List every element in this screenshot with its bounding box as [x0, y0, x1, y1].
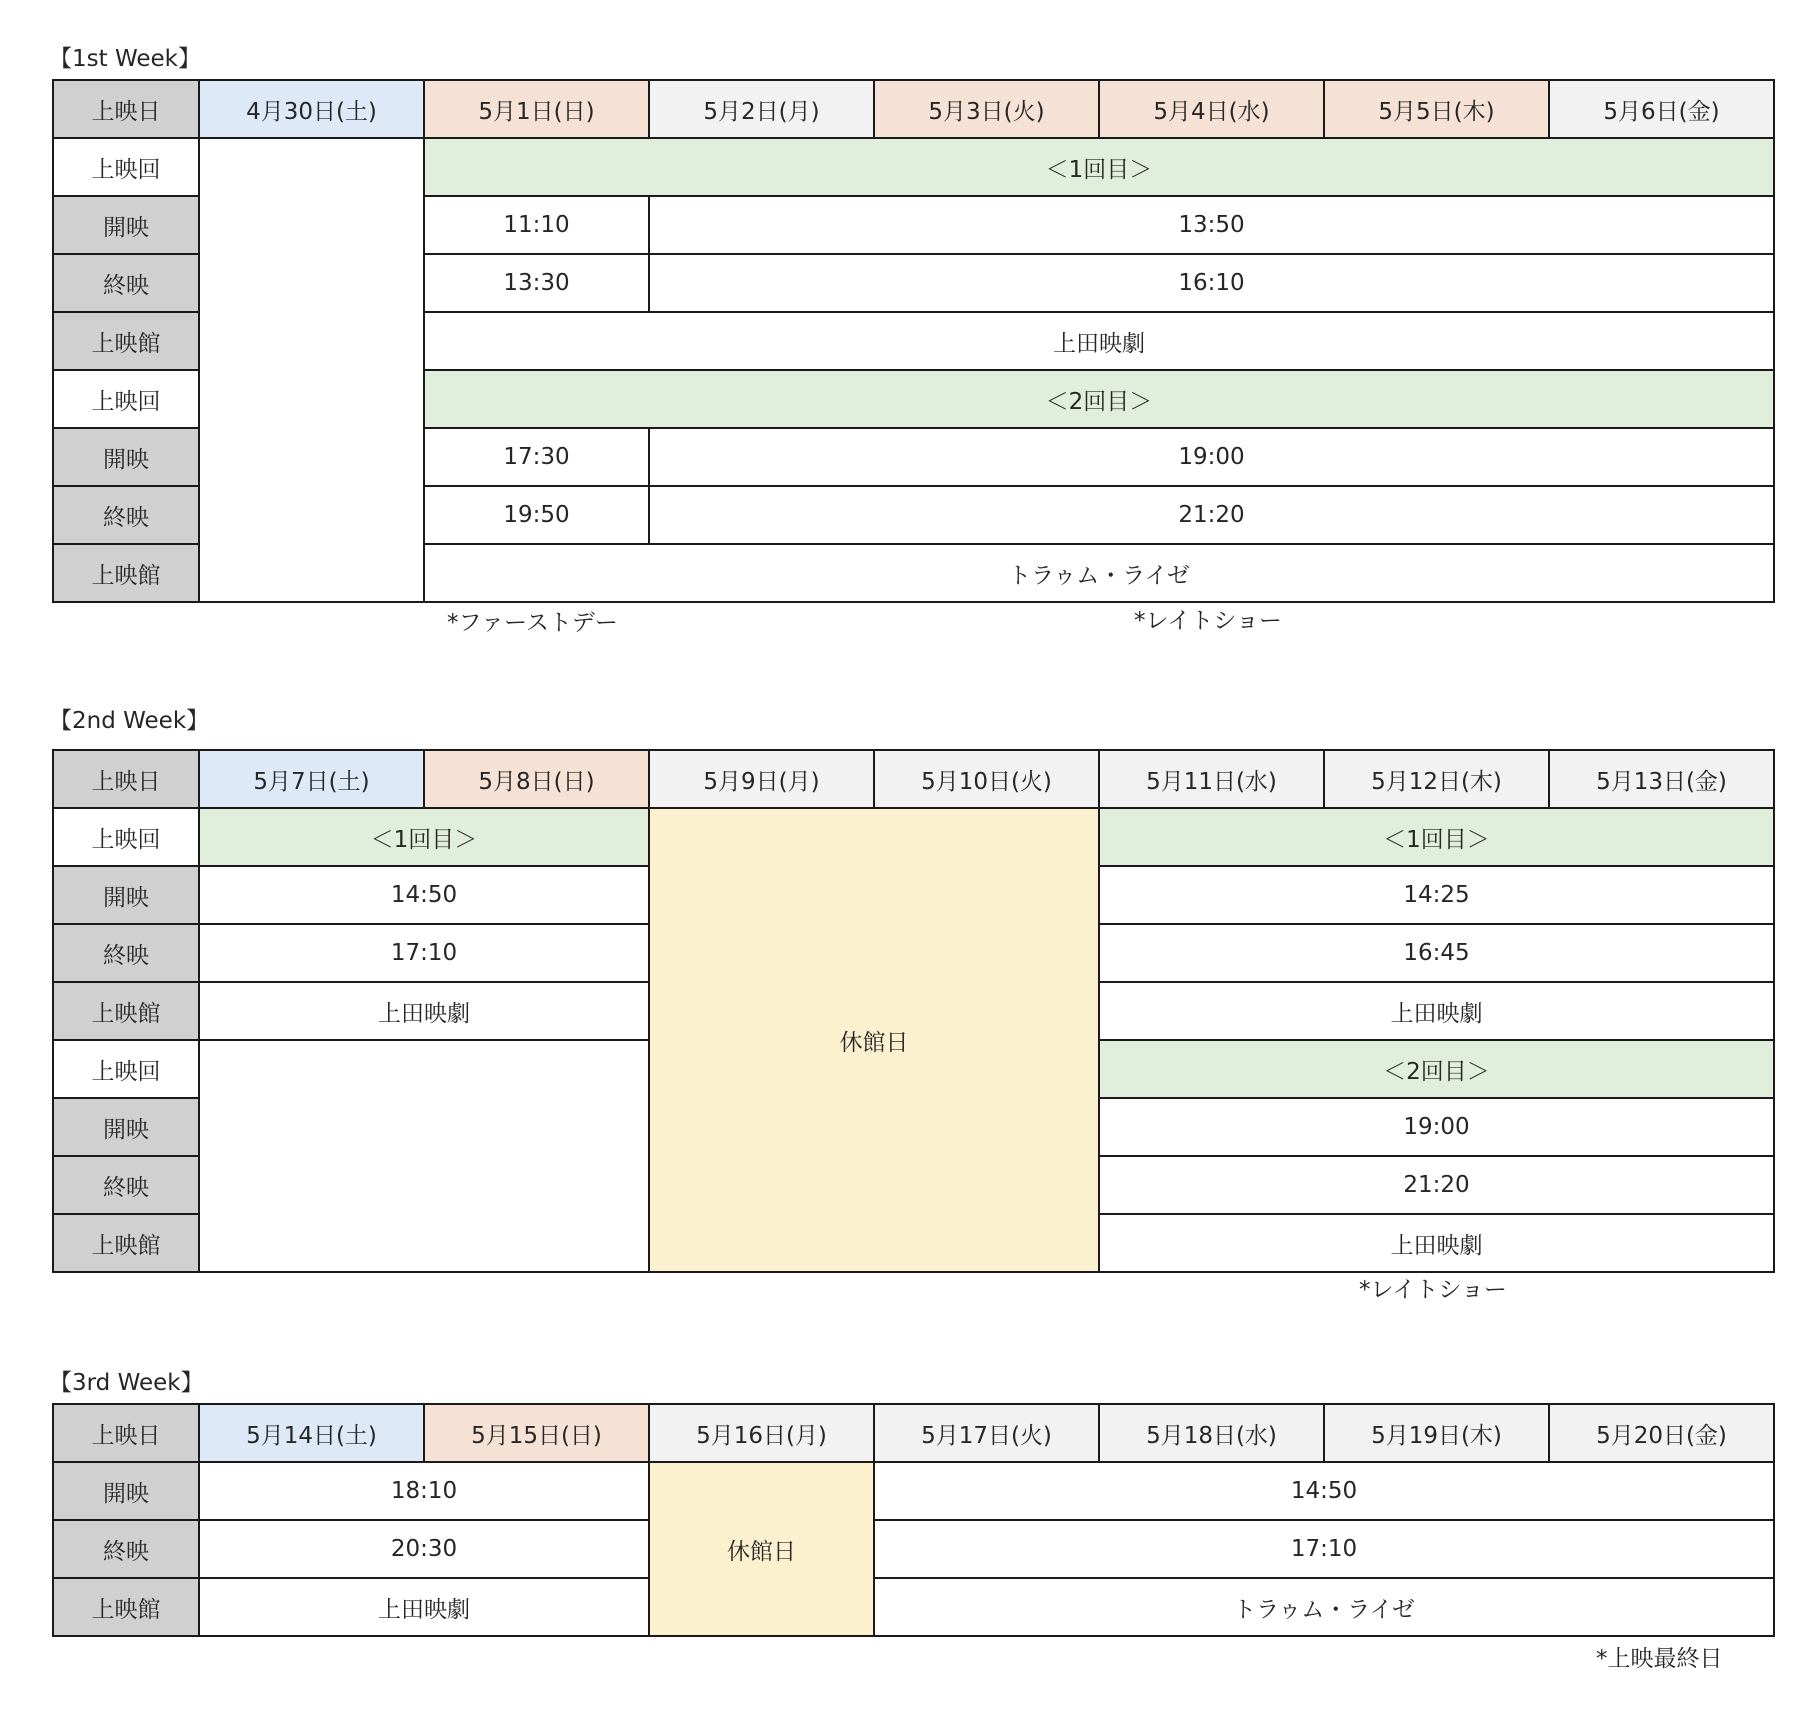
round-label: ＜1回目＞ — [1099, 808, 1774, 866]
start-row — [53, 1462, 1774, 1520]
week2-title: 【2nd Week】 — [49, 708, 210, 734]
week2-schedule-table — [52, 749, 1775, 1273]
row-label-start: 開映 — [53, 866, 199, 924]
closed-day-cell: 休館日 — [649, 1462, 874, 1636]
empty-day-cell — [199, 138, 424, 602]
row-label-round: 上映回 — [53, 370, 199, 428]
round-label: ＜1回目＞ — [424, 138, 1774, 196]
round-label: ＜2回目＞ — [424, 370, 1774, 428]
row-label-date: 上映日 — [53, 80, 199, 138]
date-cell: 5月6日(金) — [1549, 80, 1774, 138]
empty-days-cell — [199, 1040, 649, 1272]
date-cell: 5月3日(火) — [874, 80, 1099, 138]
note-first-day: *ファーストデー — [447, 610, 618, 636]
end-time: 16:10 — [649, 254, 1774, 312]
end-time: 17:10 — [199, 924, 649, 982]
start-time: 13:50 — [649, 196, 1774, 254]
date-cell: 5月2日(月) — [649, 80, 874, 138]
date-cell: 5月19日(木) — [1324, 1404, 1549, 1462]
start-time: 17:30 — [424, 428, 649, 486]
row-label-start: 開映 — [53, 428, 199, 486]
venue-name: 上田映劇 — [199, 1578, 649, 1636]
start-time: 11:10 — [424, 196, 649, 254]
header-row — [53, 80, 1774, 138]
venue-name: 上田映劇 — [199, 982, 649, 1040]
date-cell: 5月9日(月) — [649, 750, 874, 808]
date-cell: 5月17日(火) — [874, 1404, 1099, 1462]
week3-schedule-table — [52, 1403, 1775, 1637]
date-cell: 5月5日(木) — [1324, 80, 1549, 138]
round-row — [53, 138, 1774, 196]
end-row — [53, 1520, 1774, 1578]
start-time: 14:50 — [199, 866, 649, 924]
date-cell: 5月13日(金) — [1549, 750, 1774, 808]
header-row — [53, 1404, 1774, 1462]
date-cell: 5月7日(土) — [199, 750, 424, 808]
row-label-end: 終映 — [53, 1156, 199, 1214]
start-time: 19:00 — [649, 428, 1774, 486]
row-label-round: 上映回 — [53, 138, 199, 196]
round-label: ＜2回目＞ — [1099, 1040, 1774, 1098]
row-label-end: 終映 — [53, 1520, 199, 1578]
venue-name: トラゥム・ライゼ — [874, 1578, 1774, 1636]
end-time: 16:45 — [1099, 924, 1774, 982]
date-cell: 5月1日(日) — [424, 80, 649, 138]
venue-row — [53, 1578, 1774, 1636]
week1-title: 【1st Week】 — [49, 46, 201, 72]
end-time: 13:30 — [424, 254, 649, 312]
date-cell: 5月16日(月) — [649, 1404, 874, 1462]
row-label-end: 終映 — [53, 924, 199, 982]
date-cell: 5月4日(水) — [1099, 80, 1324, 138]
start-time: 14:25 — [1099, 866, 1774, 924]
date-cell: 5月11日(水) — [1099, 750, 1324, 808]
round-label: ＜1回目＞ — [199, 808, 649, 866]
week1-schedule-table — [52, 79, 1775, 603]
end-time: 19:50 — [424, 486, 649, 544]
week3-title: 【3rd Week】 — [49, 1370, 204, 1396]
row-label-date: 上映日 — [53, 750, 199, 808]
closed-day-cell: 休館日 — [649, 808, 1099, 1272]
date-cell: 5月20日(金) — [1549, 1404, 1774, 1462]
date-cell: 4月30日(土) — [199, 80, 424, 138]
round-row — [53, 808, 1774, 866]
date-cell: 5月15日(日) — [424, 1404, 649, 1462]
start-time: 19:00 — [1099, 1098, 1774, 1156]
date-cell: 5月14日(土) — [199, 1404, 424, 1462]
row-label-round: 上映回 — [53, 1040, 199, 1098]
row-label-start: 開映 — [53, 1462, 199, 1520]
date-cell: 5月10日(火) — [874, 750, 1099, 808]
row-label-venue: 上映館 — [53, 544, 199, 602]
start-time: 18:10 — [199, 1462, 649, 1520]
start-time: 14:50 — [874, 1462, 1774, 1520]
date-cell: 5月12日(木) — [1324, 750, 1549, 808]
row-label-venue: 上映館 — [53, 1214, 199, 1272]
venue-name: 上田映劇 — [1099, 1214, 1774, 1272]
end-time: 21:20 — [649, 486, 1774, 544]
end-time: 21:20 — [1099, 1156, 1774, 1214]
row-label-date: 上映日 — [53, 1404, 199, 1462]
row-label-venue: 上映館 — [53, 982, 199, 1040]
row-label-end: 終映 — [53, 486, 199, 544]
row-label-start: 開映 — [53, 1098, 199, 1156]
date-cell: 5月18日(水) — [1099, 1404, 1324, 1462]
note-late-show: *レイトショー — [1359, 1277, 1507, 1303]
end-time: 20:30 — [199, 1520, 649, 1578]
note-late-show: *レイトショー — [1134, 608, 1282, 634]
row-label-venue: 上映館 — [53, 312, 199, 370]
venue-name: 上田映劇 — [1099, 982, 1774, 1040]
row-label-end: 終映 — [53, 254, 199, 312]
row-label-round: 上映回 — [53, 808, 199, 866]
row-label-venue: 上映館 — [53, 1578, 199, 1636]
header-row — [53, 750, 1774, 808]
venue-name: トラゥム・ライゼ — [424, 544, 1774, 602]
end-time: 17:10 — [874, 1520, 1774, 1578]
row-label-start: 開映 — [53, 196, 199, 254]
note-final-day: *上映最終日 — [1596, 1646, 1723, 1672]
date-cell: 5月8日(日) — [424, 750, 649, 808]
venue-name: 上田映劇 — [424, 312, 1774, 370]
